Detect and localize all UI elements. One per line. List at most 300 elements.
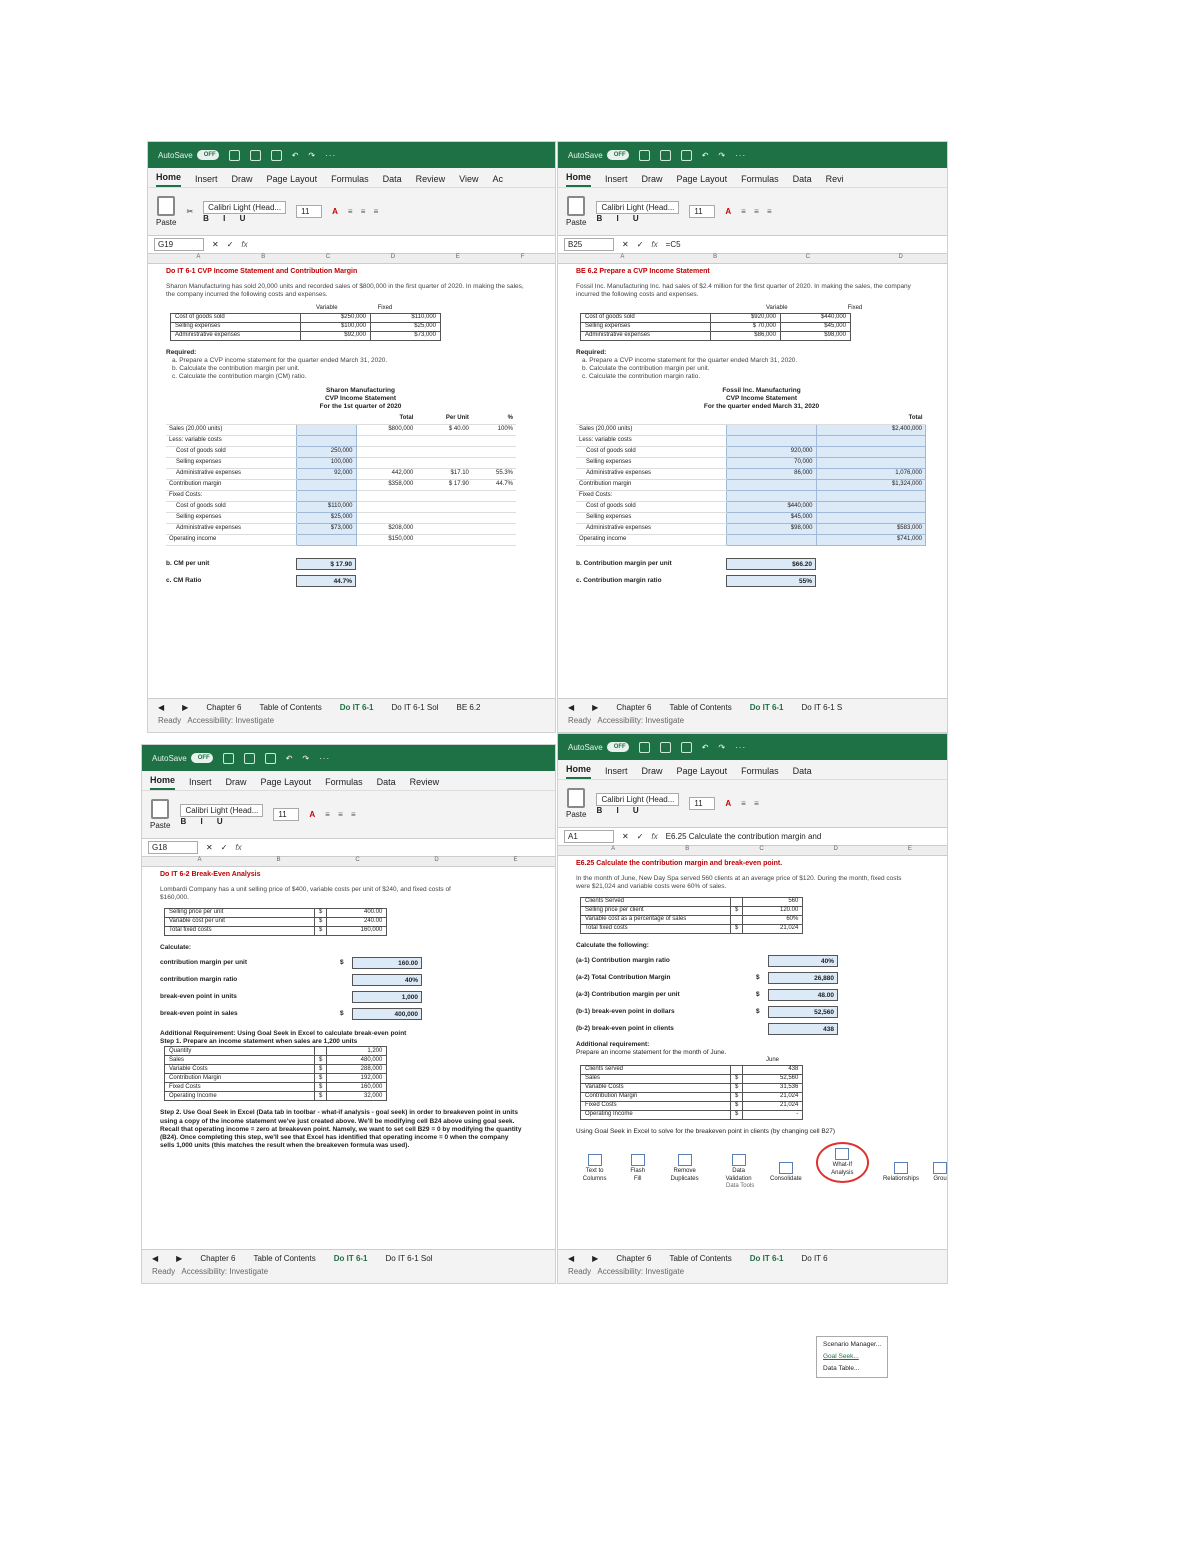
cost-cell[interactable]: $98,000: [781, 331, 851, 340]
undo-icon[interactable]: ↶: [285, 753, 293, 763]
data-tool-button[interactable]: [721, 1154, 756, 1183]
cost-cell[interactable]: $440,000: [781, 313, 851, 322]
format-buttons[interactable]: B I U: [203, 213, 252, 223]
table-cell[interactable]: 21,024: [743, 925, 803, 934]
cm-value[interactable]: $66.20: [726, 558, 816, 570]
table-cell[interactable]: 288,000: [327, 1065, 387, 1074]
sheet-tab[interactable]: Chapter 6: [616, 1254, 652, 1263]
statement-cell[interactable]: Sales (20,000 units): [166, 424, 296, 435]
statement-cell[interactable]: [416, 435, 472, 446]
statement-cell[interactable]: $ 17.90: [416, 479, 472, 490]
table-cell[interactable]: $: [315, 918, 327, 927]
cost-cell[interactable]: Cost of goods sold: [581, 313, 711, 322]
statement-cell[interactable]: Administrative expenses: [576, 523, 726, 534]
cost-cell[interactable]: $920,000: [711, 313, 781, 322]
ribbon-tab[interactable]: Data: [376, 777, 396, 787]
check-icon[interactable]: ✓: [636, 240, 644, 249]
statement-cell[interactable]: Less: variable costs: [166, 435, 296, 446]
table-cell[interactable]: Operating Income: [165, 1092, 315, 1101]
statement-cell[interactable]: [296, 435, 356, 446]
font-color-icon[interactable]: A: [725, 799, 732, 808]
statement-cell[interactable]: [726, 435, 816, 446]
ribbon-tab[interactable]: Draw: [231, 174, 253, 184]
print-icon[interactable]: [271, 150, 282, 161]
prev-sheet-icon[interactable]: ◀: [152, 1254, 159, 1263]
statement-cell[interactable]: Selling expenses: [166, 457, 296, 468]
data-tool-button[interactable]: [883, 1162, 919, 1184]
table-cell[interactable]: Variable cost per unit: [165, 918, 315, 927]
table-cell[interactable]: Variable Costs: [165, 1065, 315, 1074]
next-sheet-icon[interactable]: ▶: [592, 1254, 599, 1263]
statement-cell[interactable]: 250,000: [296, 446, 356, 457]
statement-cell[interactable]: $208,000: [356, 523, 416, 534]
cancel-icon[interactable]: ✕: [622, 240, 629, 249]
table-cell[interactable]: Sales: [581, 1074, 731, 1083]
answer-value[interactable]: 438: [768, 1023, 838, 1035]
statement-cell[interactable]: $583,000: [816, 523, 926, 534]
statement-cell[interactable]: [416, 446, 472, 457]
font-select[interactable]: Calibri Light (Head...: [596, 793, 679, 806]
save-icon[interactable]: [660, 742, 671, 753]
statement-cell[interactable]: [296, 424, 356, 435]
data-tool-button[interactable]: [933, 1162, 947, 1184]
table-cell[interactable]: $: [731, 1074, 743, 1083]
statement-cell[interactable]: Administrative expenses: [166, 523, 296, 534]
ribbon-tab[interactable]: View: [459, 174, 479, 184]
statement-cell[interactable]: Fixed Costs:: [166, 490, 296, 501]
align-icons[interactable]: ≡ ≡ ≡: [741, 207, 775, 216]
statement-cell[interactable]: $800,000: [356, 424, 416, 435]
table-cell[interactable]: Clients served: [581, 1065, 731, 1074]
ribbon-tab[interactable]: Page Layout: [676, 174, 728, 184]
cancel-icon[interactable]: ✕: [622, 832, 629, 841]
sheet-tab[interactable]: Table of Contents: [259, 703, 322, 712]
statement-cell[interactable]: [296, 479, 356, 490]
cancel-icon[interactable]: ✕: [212, 240, 219, 249]
sheet-tab[interactable]: Chapter 6: [200, 1254, 236, 1263]
table-cell[interactable]: $: [315, 1083, 327, 1092]
menu-item[interactable]: Goal Seek...: [823, 1353, 859, 1360]
data-tool-button[interactable]: [576, 1154, 613, 1183]
format-buttons[interactable]: B I U: [180, 816, 229, 826]
table-cell[interactable]: 438: [743, 1065, 803, 1074]
ribbon-tab[interactable]: Insert: [195, 174, 218, 184]
save-icon[interactable]: [244, 753, 255, 764]
cost-cell[interactable]: $86,000: [711, 331, 781, 340]
statement-cell[interactable]: Administrative expenses: [576, 468, 726, 479]
table-cell[interactable]: 31,536: [743, 1083, 803, 1092]
font-color-icon[interactable]: A: [725, 207, 732, 216]
fx-icon[interactable]: fx: [241, 240, 248, 249]
statement-cell[interactable]: 1,076,000: [816, 468, 926, 479]
accessibility-status[interactable]: Accessibility: Investigate: [597, 1267, 685, 1276]
cost-cell[interactable]: $250,000: [301, 313, 371, 322]
statement-cell[interactable]: Contribution margin: [166, 479, 296, 490]
table-cell[interactable]: 480,000: [327, 1056, 387, 1065]
statement-cell[interactable]: 70,000: [726, 457, 816, 468]
font-color-icon[interactable]: A: [332, 207, 338, 216]
ribbon-tab[interactable]: Review: [415, 174, 446, 184]
statement-cell[interactable]: $45,000: [726, 512, 816, 523]
statement-cell[interactable]: [416, 523, 472, 534]
statement-cell[interactable]: [296, 534, 356, 545]
table-cell[interactable]: $: [731, 925, 743, 934]
statement-cell[interactable]: Selling expenses: [576, 457, 726, 468]
ribbon-tab[interactable]: Ac: [492, 174, 504, 184]
statement-cell[interactable]: [816, 435, 926, 446]
check-icon[interactable]: ✓: [220, 843, 228, 852]
statement-cell[interactable]: [356, 501, 416, 512]
statement-cell[interactable]: Sales (20,000 units): [576, 424, 726, 435]
statement-cell[interactable]: [472, 512, 516, 523]
statement-cell[interactable]: [356, 446, 416, 457]
formula-input[interactable]: =C5: [665, 240, 681, 249]
name-box[interactable]: G19: [154, 238, 204, 251]
ribbon-tab[interactable]: Insert: [605, 174, 628, 184]
sheet-tab[interactable]: Table of Contents: [669, 1254, 732, 1263]
answer-value[interactable]: 160.00: [352, 957, 422, 969]
ribbon-tab[interactable]: Home: [150, 775, 175, 790]
statement-cell[interactable]: [816, 490, 926, 501]
answer-value[interactable]: 1,000: [352, 991, 422, 1003]
table-cell[interactable]: Fixed Costs: [165, 1083, 315, 1092]
home-icon[interactable]: [639, 150, 650, 161]
sheet-tab[interactable]: Do IT 6-1: [333, 1254, 368, 1263]
table-cell[interactable]: 21,024: [743, 1101, 803, 1110]
name-box[interactable]: G18: [148, 841, 198, 854]
redo-icon[interactable]: ↷: [302, 753, 310, 763]
fx-icon[interactable]: fx: [235, 843, 242, 852]
table-cell[interactable]: 21,024: [743, 1092, 803, 1101]
statement-cell[interactable]: [416, 501, 472, 512]
cm-value[interactable]: $ 17.90: [296, 558, 356, 570]
statement-cell[interactable]: Cost of goods sold: [576, 446, 726, 457]
table-cell[interactable]: [315, 1047, 327, 1056]
table-cell[interactable]: Selling price per unit: [165, 909, 315, 918]
redo-icon[interactable]: ↷: [308, 150, 316, 160]
worksheet[interactable]: [142, 867, 555, 1150]
statement-cell[interactable]: [816, 446, 926, 457]
table-cell[interactable]: Selling price per client: [581, 907, 731, 916]
ribbon-tab[interactable]: Review: [409, 777, 440, 787]
statement-cell[interactable]: 44.7%: [472, 479, 516, 490]
statement-cell[interactable]: [416, 490, 472, 501]
cost-cell[interactable]: $110,000: [371, 313, 441, 322]
statement-cell[interactable]: $150,000: [356, 534, 416, 545]
statement-cell[interactable]: [472, 457, 516, 468]
next-sheet-icon[interactable]: ▶: [592, 703, 599, 712]
table-cell[interactable]: Variable cost as a percentage of sales: [581, 916, 731, 925]
answer-value[interactable]: 52,560: [768, 1006, 838, 1018]
table-cell[interactable]: Clients Served: [581, 898, 731, 907]
table-cell[interactable]: 120.00: [743, 907, 803, 916]
statement-cell[interactable]: [726, 424, 816, 435]
autosave-toggle[interactable]: OFF: [607, 150, 629, 160]
cost-cell[interactable]: Cost of goods sold: [171, 313, 301, 322]
autosave-toggle[interactable]: OFF: [197, 150, 219, 160]
menu-item[interactable]: Scenario Manager...: [823, 1341, 882, 1348]
statement-cell[interactable]: [816, 501, 926, 512]
ribbon-tab[interactable]: Draw: [641, 766, 663, 776]
statement-cell[interactable]: [472, 446, 516, 457]
data-tool-button[interactable]: [816, 1142, 869, 1183]
name-box[interactable]: B25: [564, 238, 614, 251]
table-cell[interactable]: Total fixed costs: [581, 925, 731, 934]
statement-cell[interactable]: Selling expenses: [576, 512, 726, 523]
table-cell[interactable]: Variable Costs: [581, 1083, 731, 1092]
ribbon-tab[interactable]: Revi: [825, 174, 844, 184]
font-size-select[interactable]: 11: [273, 808, 299, 821]
next-sheet-icon[interactable]: ▶: [182, 703, 189, 712]
statement-cell[interactable]: [356, 457, 416, 468]
answer-value[interactable]: 48.00: [768, 989, 838, 1001]
table-cell[interactable]: 192,000: [327, 1074, 387, 1083]
ribbon-tab[interactable]: Formulas: [741, 766, 779, 776]
ribbon-tab[interactable]: Data: [792, 766, 812, 776]
sheet-tab[interactable]: Do IT 6: [801, 1254, 828, 1263]
sheet-tab[interactable]: Do IT 6-1 Sol: [385, 1254, 433, 1263]
ribbon-tab[interactable]: Page Layout: [260, 777, 312, 787]
statement-cell[interactable]: 442,000: [356, 468, 416, 479]
statement-cell[interactable]: Contribution margin: [576, 479, 726, 490]
table-cell[interactable]: Quantity: [165, 1047, 315, 1056]
statement-cell[interactable]: [296, 490, 356, 501]
table-cell[interactable]: $: [731, 907, 743, 916]
font-select[interactable]: Calibri Light (Head...: [203, 201, 286, 214]
ribbon-tab[interactable]: Home: [156, 172, 181, 187]
accessibility-status[interactable]: Accessibility: Investigate: [597, 716, 685, 725]
more-icon[interactable]: ···: [319, 753, 331, 763]
name-box[interactable]: A1: [564, 830, 614, 843]
table-cell[interactable]: $: [731, 1101, 743, 1110]
cost-cell[interactable]: Selling expenses: [581, 322, 711, 331]
data-tool-button[interactable]: [627, 1154, 648, 1183]
statement-cell[interactable]: Less: variable costs: [576, 435, 726, 446]
statement-cell[interactable]: 920,000: [726, 446, 816, 457]
cost-cell[interactable]: Selling expenses: [171, 322, 301, 331]
statement-cell[interactable]: 92,000: [296, 468, 356, 479]
data-tool-button[interactable]: [662, 1154, 707, 1183]
formula-input[interactable]: E6.25 Calculate the contribution margin and: [665, 832, 822, 841]
table-cell[interactable]: $: [315, 909, 327, 918]
sheet-tab[interactable]: Chapter 6: [616, 703, 652, 712]
paste-button[interactable]: Paste: [566, 788, 586, 819]
statement-cell[interactable]: [472, 501, 516, 512]
cost-cell[interactable]: $25,000: [371, 322, 441, 331]
table-cell[interactable]: $: [315, 1056, 327, 1065]
undo-icon[interactable]: ↶: [701, 150, 709, 160]
table-cell[interactable]: Contribution Margin: [165, 1074, 315, 1083]
ribbon-tab[interactable]: Formulas: [325, 777, 363, 787]
home-icon[interactable]: [223, 753, 234, 764]
ribbon-tab[interactable]: Formulas: [331, 174, 369, 184]
save-icon[interactable]: [250, 150, 261, 161]
statement-cell[interactable]: $25,000: [296, 512, 356, 523]
align-icons[interactable]: ≡ ≡ ≡: [347, 207, 382, 216]
cost-cell[interactable]: $73,000: [371, 331, 441, 340]
statement-cell[interactable]: [472, 490, 516, 501]
statement-cell[interactable]: $ 40.00: [416, 424, 472, 435]
ratio-value[interactable]: 44.7%: [296, 575, 356, 587]
sheet-tab[interactable]: Do IT 6-1 Sol: [391, 703, 439, 712]
statement-cell[interactable]: $2,400,000: [816, 424, 926, 435]
statement-cell[interactable]: [472, 435, 516, 446]
accessibility-status[interactable]: Accessibility: Investigate: [187, 716, 275, 725]
cancel-icon[interactable]: ✕: [206, 843, 213, 852]
ribbon-tab[interactable]: Page Layout: [676, 766, 728, 776]
table-cell[interactable]: Contribution Margin: [581, 1092, 731, 1101]
table-cell[interactable]: 560: [743, 898, 803, 907]
table-cell[interactable]: 32,000: [327, 1092, 387, 1101]
more-icon[interactable]: ···: [325, 150, 337, 160]
statement-cell[interactable]: Cost of goods sold: [166, 446, 296, 457]
next-sheet-icon[interactable]: ▶: [176, 1254, 183, 1263]
statement-cell[interactable]: Administrative expenses: [166, 468, 296, 479]
font-size-select[interactable]: 11: [689, 797, 715, 810]
ribbon-tab[interactable]: Home: [566, 172, 591, 187]
statement-cell[interactable]: $1,324,000: [816, 479, 926, 490]
statement-cell[interactable]: [726, 490, 816, 501]
table-cell[interactable]: 400.00: [327, 909, 387, 918]
sheet-tab[interactable]: Chapter 6: [206, 703, 242, 712]
table-cell[interactable]: $: [731, 1110, 743, 1119]
autosave-toggle[interactable]: OFF: [191, 753, 213, 763]
sheet-tab[interactable]: Table of Contents: [669, 703, 732, 712]
statement-cell[interactable]: 86,000: [726, 468, 816, 479]
table-cell[interactable]: [731, 898, 743, 907]
format-buttons[interactable]: B I U: [596, 213, 645, 223]
table-cell[interactable]: 240.00: [327, 918, 387, 927]
statement-cell[interactable]: [472, 523, 516, 534]
table-cell[interactable]: 160,000: [327, 927, 387, 936]
table-cell[interactable]: [731, 916, 743, 925]
align-icons[interactable]: ≡ ≡ ≡: [325, 810, 359, 819]
accessibility-status[interactable]: Accessibility: Investigate: [181, 1267, 269, 1276]
redo-icon[interactable]: ↷: [718, 742, 726, 752]
statement-cell[interactable]: Cost of goods sold: [576, 501, 726, 512]
cut-icon[interactable]: ✂: [186, 207, 194, 216]
statement-cell[interactable]: 100,000: [296, 457, 356, 468]
statement-cell[interactable]: Selling expenses: [166, 512, 296, 523]
paste-button[interactable]: Paste: [156, 196, 176, 227]
table-cell[interactable]: Sales: [165, 1056, 315, 1065]
statement-cell[interactable]: [816, 512, 926, 523]
print-icon[interactable]: [265, 753, 276, 764]
statement-cell[interactable]: [416, 534, 472, 545]
table-cell[interactable]: $: [315, 1074, 327, 1083]
statement-cell[interactable]: $110,000: [296, 501, 356, 512]
table-cell[interactable]: 160,000: [327, 1083, 387, 1092]
sheet-tab[interactable]: Do IT 6-1 S: [801, 703, 843, 712]
undo-icon[interactable]: ↶: [291, 150, 299, 160]
cost-cell[interactable]: Administrative expenses: [581, 331, 711, 340]
home-icon[interactable]: [229, 150, 240, 161]
answer-value[interactable]: 26,880: [768, 972, 838, 984]
answer-value[interactable]: 40%: [768, 955, 838, 967]
answer-value[interactable]: 400,000: [352, 1008, 422, 1020]
redo-icon[interactable]: ↷: [718, 150, 726, 160]
ribbon-tab[interactable]: Formulas: [741, 174, 779, 184]
statement-cell[interactable]: [726, 479, 816, 490]
worksheet[interactable]: [148, 264, 555, 587]
statement-cell[interactable]: [356, 490, 416, 501]
table-cell[interactable]: 52,560: [743, 1074, 803, 1083]
font-select[interactable]: Calibri Light (Head...: [180, 804, 263, 817]
statement-cell[interactable]: Operating income: [576, 534, 726, 545]
more-icon[interactable]: ···: [735, 742, 747, 752]
table-cell[interactable]: 60%: [743, 916, 803, 925]
ribbon-tab[interactable]: Insert: [189, 777, 212, 787]
statement-cell[interactable]: $73,000: [296, 523, 356, 534]
print-icon[interactable]: [681, 150, 692, 161]
check-icon[interactable]: ✓: [636, 832, 644, 841]
menu-item[interactable]: Data Table...: [823, 1365, 860, 1372]
ribbon-tab[interactable]: Draw: [225, 777, 247, 787]
table-cell[interactable]: $: [315, 1065, 327, 1074]
prev-sheet-icon[interactable]: ◀: [158, 703, 165, 712]
statement-cell[interactable]: Fixed Costs:: [576, 490, 726, 501]
font-select[interactable]: Calibri Light (Head...: [596, 201, 679, 214]
data-tool-button[interactable]: [770, 1162, 802, 1184]
ribbon-tab[interactable]: Page Layout: [266, 174, 318, 184]
statement-cell[interactable]: 100%: [472, 424, 516, 435]
cost-cell[interactable]: $ 70,000: [711, 322, 781, 331]
table-cell[interactable]: Operating Income: [581, 1110, 731, 1119]
table-cell[interactable]: 1,200: [327, 1047, 387, 1056]
fx-icon[interactable]: fx: [651, 240, 658, 249]
statement-cell[interactable]: $741,000: [816, 534, 926, 545]
autosave-toggle[interactable]: OFF: [607, 742, 629, 752]
statement-cell[interactable]: $98,000: [726, 523, 816, 534]
ratio-value[interactable]: 55%: [726, 575, 816, 587]
statement-cell[interactable]: [356, 435, 416, 446]
table-cell[interactable]: Fixed Costs: [581, 1101, 731, 1110]
table-cell[interactable]: $: [731, 1083, 743, 1092]
ribbon-tab[interactable]: Home: [566, 764, 591, 779]
statement-cell[interactable]: [816, 457, 926, 468]
save-icon[interactable]: [660, 150, 671, 161]
font-size-select[interactable]: 11: [689, 205, 715, 218]
sheet-tab[interactable]: Do IT 6-1: [749, 1254, 784, 1263]
format-buttons[interactable]: B I U: [596, 805, 645, 815]
ribbon-tab[interactable]: Data: [382, 174, 402, 184]
statement-cell[interactable]: 55.3%: [472, 468, 516, 479]
worksheet[interactable]: [558, 264, 947, 587]
ribbon-tab[interactable]: Insert: [605, 766, 628, 776]
statement-cell[interactable]: $440,000: [726, 501, 816, 512]
table-cell[interactable]: Total fixed costs: [165, 927, 315, 936]
sheet-tab[interactable]: Table of Contents: [253, 1254, 316, 1263]
statement-cell[interactable]: [416, 512, 472, 523]
print-icon[interactable]: [681, 742, 692, 753]
statement-cell[interactable]: [472, 534, 516, 545]
table-cell[interactable]: $: [315, 1092, 327, 1101]
sheet-tab[interactable]: Do IT 6-1: [749, 703, 784, 712]
statement-cell[interactable]: [356, 512, 416, 523]
sheet-tab[interactable]: Do IT 6-1: [339, 703, 374, 712]
fx-icon[interactable]: fx: [651, 832, 658, 841]
statement-cell[interactable]: [416, 457, 472, 468]
table-cell[interactable]: -: [743, 1110, 803, 1119]
ribbon-tab[interactable]: Draw: [641, 174, 663, 184]
prev-sheet-icon[interactable]: ◀: [568, 1254, 575, 1263]
paste-button[interactable]: Paste: [566, 196, 586, 227]
statement-cell[interactable]: [726, 534, 816, 545]
paste-button[interactable]: Paste: [150, 799, 170, 830]
statement-cell[interactable]: $358,000: [356, 479, 416, 490]
font-color-icon[interactable]: A: [309, 810, 316, 819]
cost-cell[interactable]: Administrative expenses: [171, 331, 301, 340]
